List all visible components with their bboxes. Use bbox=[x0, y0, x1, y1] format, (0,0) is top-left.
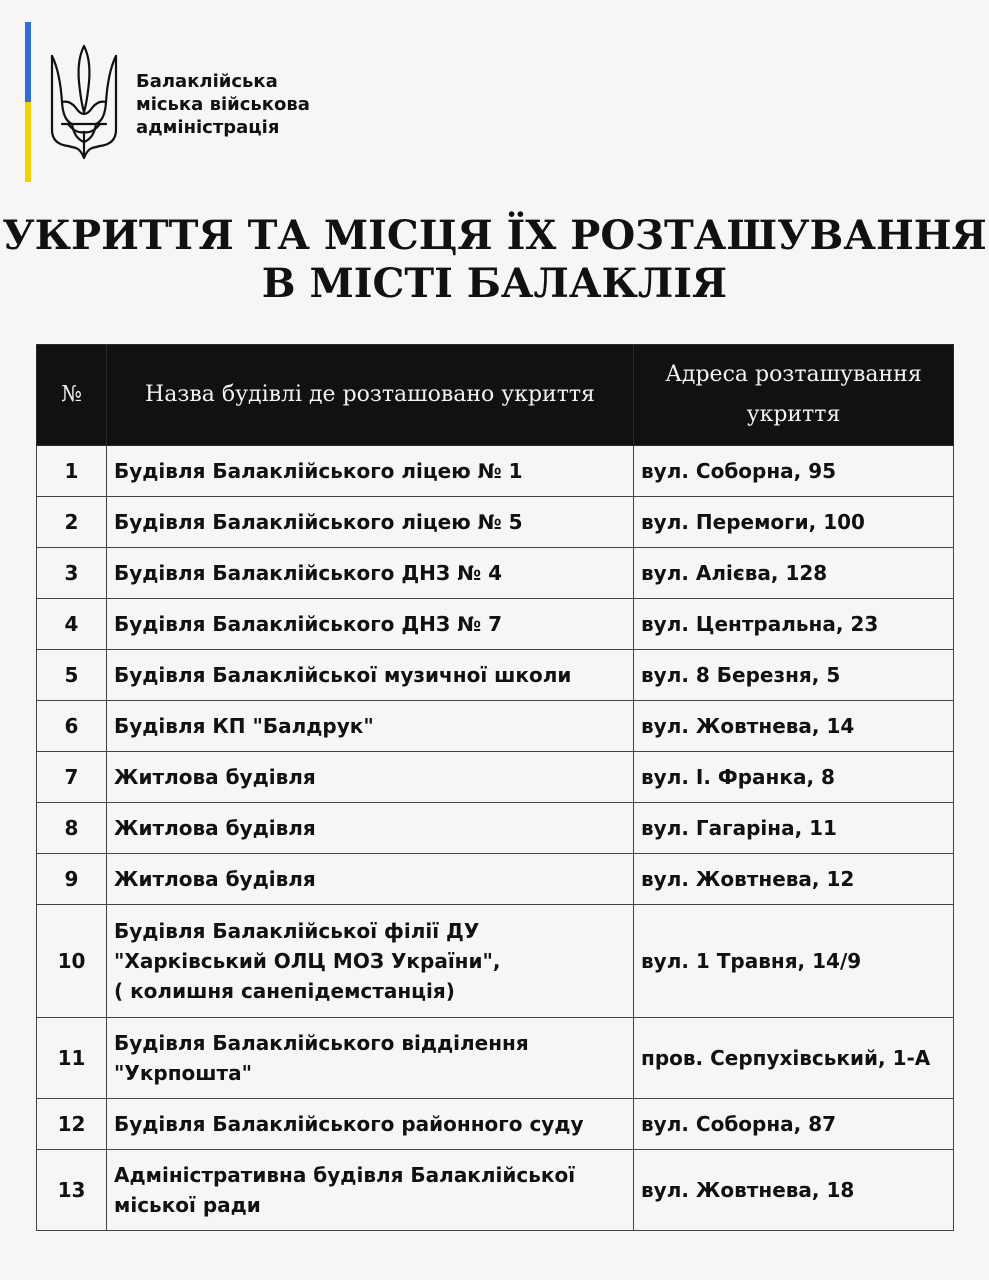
table-row bbox=[37, 650, 954, 701]
row-number: 5 bbox=[37, 650, 107, 701]
address-cell: вул. Соборна, 87 bbox=[634, 1099, 954, 1150]
table-row bbox=[37, 446, 954, 497]
building-name-cell bbox=[107, 599, 634, 650]
building-name-line: Адміністративна будівля Балаклійської bbox=[114, 1163, 576, 1187]
column-header-address bbox=[634, 345, 954, 446]
row-number: 11 bbox=[37, 1018, 107, 1099]
row-number: 8 bbox=[37, 803, 107, 854]
table-row bbox=[37, 752, 954, 803]
building-name-cell bbox=[107, 701, 634, 752]
shelters-table bbox=[36, 344, 954, 1231]
building-name-cell bbox=[107, 446, 634, 497]
building-name-cell bbox=[107, 1099, 634, 1150]
table-header-row bbox=[37, 345, 954, 446]
building-name-line: Будівля Балаклійського ДНЗ № 7 bbox=[114, 612, 503, 636]
table-row bbox=[37, 548, 954, 599]
building-name-cell bbox=[107, 803, 634, 854]
building-name-line: Житлова будівля bbox=[114, 765, 316, 789]
organization-name bbox=[136, 70, 310, 139]
address-cell: вул. Жовтнева, 14 bbox=[634, 701, 954, 752]
row-number: 6 bbox=[37, 701, 107, 752]
table-row bbox=[37, 803, 954, 854]
table-row bbox=[37, 1150, 954, 1231]
building-name-line: Будівля Балаклійської музичної школи bbox=[114, 663, 572, 687]
row-number: 12 bbox=[37, 1099, 107, 1150]
table-row bbox=[37, 905, 954, 1018]
building-name-cell bbox=[107, 854, 634, 905]
building-name-line: "Укрпошта" bbox=[114, 1061, 253, 1085]
table-row bbox=[37, 497, 954, 548]
column-header-address-line2: укриття bbox=[746, 402, 841, 427]
column-header-address-line1: Адреса розташування bbox=[665, 362, 922, 387]
building-name-line: Житлова будівля bbox=[114, 867, 316, 891]
address-cell: вул. Гагаріна, 11 bbox=[634, 803, 954, 854]
address-cell: вул. Жовтнева, 12 bbox=[634, 854, 954, 905]
column-header-building-name: Назва будівлі де розташовано укриття bbox=[107, 345, 634, 446]
org-name-line1: Балаклійська bbox=[136, 71, 278, 92]
row-number: 1 bbox=[37, 446, 107, 497]
building-name-cell bbox=[107, 905, 634, 1018]
building-name-line: Будівля Балаклійського ліцею № 1 bbox=[114, 459, 523, 483]
row-number: 10 bbox=[37, 905, 107, 1018]
org-name-line2: міська військова bbox=[136, 94, 310, 115]
building-name-cell bbox=[107, 548, 634, 599]
building-name-line: Будівля Балаклійської філії ДУ bbox=[114, 919, 480, 943]
page-title-line2: В МІСТІ БАЛАКЛІЯ bbox=[261, 260, 728, 307]
table-row bbox=[37, 701, 954, 752]
row-number: 7 bbox=[37, 752, 107, 803]
building-name-line: Будівля Балаклійського районного суду bbox=[114, 1112, 584, 1136]
address-cell: вул. Алієва, 128 bbox=[634, 548, 954, 599]
row-number: 9 bbox=[37, 854, 107, 905]
building-name-line: Будівля Балаклійського ліцею № 5 bbox=[114, 510, 523, 534]
building-name-line: Будівля Балаклійського ДНЗ № 4 bbox=[114, 561, 503, 585]
building-name-line: Будівля КП "Балдрук" bbox=[114, 714, 374, 738]
building-name-cell bbox=[107, 497, 634, 548]
address-cell: вул. Перемоги, 100 bbox=[634, 497, 954, 548]
table-row bbox=[37, 1099, 954, 1150]
table-row bbox=[37, 599, 954, 650]
building-name-line: Будівля Балаклійського відділення bbox=[114, 1031, 529, 1055]
row-number: 13 bbox=[37, 1150, 107, 1231]
table-row bbox=[37, 1018, 954, 1099]
building-name-cell bbox=[107, 752, 634, 803]
trident-emblem-icon bbox=[46, 42, 122, 164]
page-title-line1: УКРИТТЯ ТА МІСЦЯ ЇХ РОЗТАШУВАННЯ bbox=[2, 212, 987, 259]
address-cell: вул. І. Франка, 8 bbox=[634, 752, 954, 803]
address-cell: вул. Соборна, 95 bbox=[634, 446, 954, 497]
table-body bbox=[37, 446, 954, 1231]
row-number: 2 bbox=[37, 497, 107, 548]
page-title bbox=[0, 212, 989, 308]
address-cell: вул. 1 Травня, 14/9 bbox=[634, 905, 954, 1018]
row-number: 3 bbox=[37, 548, 107, 599]
address-cell: вул. 8 Березня, 5 bbox=[634, 650, 954, 701]
row-number: 4 bbox=[37, 599, 107, 650]
flag-stripe bbox=[25, 22, 31, 182]
org-name-line3: адміністрація bbox=[136, 117, 280, 138]
building-name-line: "Харківський ОЛЦ МОЗ України", bbox=[114, 949, 501, 973]
column-header-number: № bbox=[37, 345, 107, 446]
building-name-cell bbox=[107, 1150, 634, 1231]
building-name-line: Житлова будівля bbox=[114, 816, 316, 840]
address-cell: вул. Центральна, 23 bbox=[634, 599, 954, 650]
address-cell: вул. Жовтнева, 18 bbox=[634, 1150, 954, 1231]
building-name-cell bbox=[107, 1018, 634, 1099]
building-name-cell bbox=[107, 650, 634, 701]
address-cell: пров. Серпухівський, 1-А bbox=[634, 1018, 954, 1099]
building-name-line: ( колишня санепідемстанція) bbox=[114, 979, 455, 1003]
building-name-line: міської ради bbox=[114, 1193, 261, 1217]
table-row bbox=[37, 854, 954, 905]
